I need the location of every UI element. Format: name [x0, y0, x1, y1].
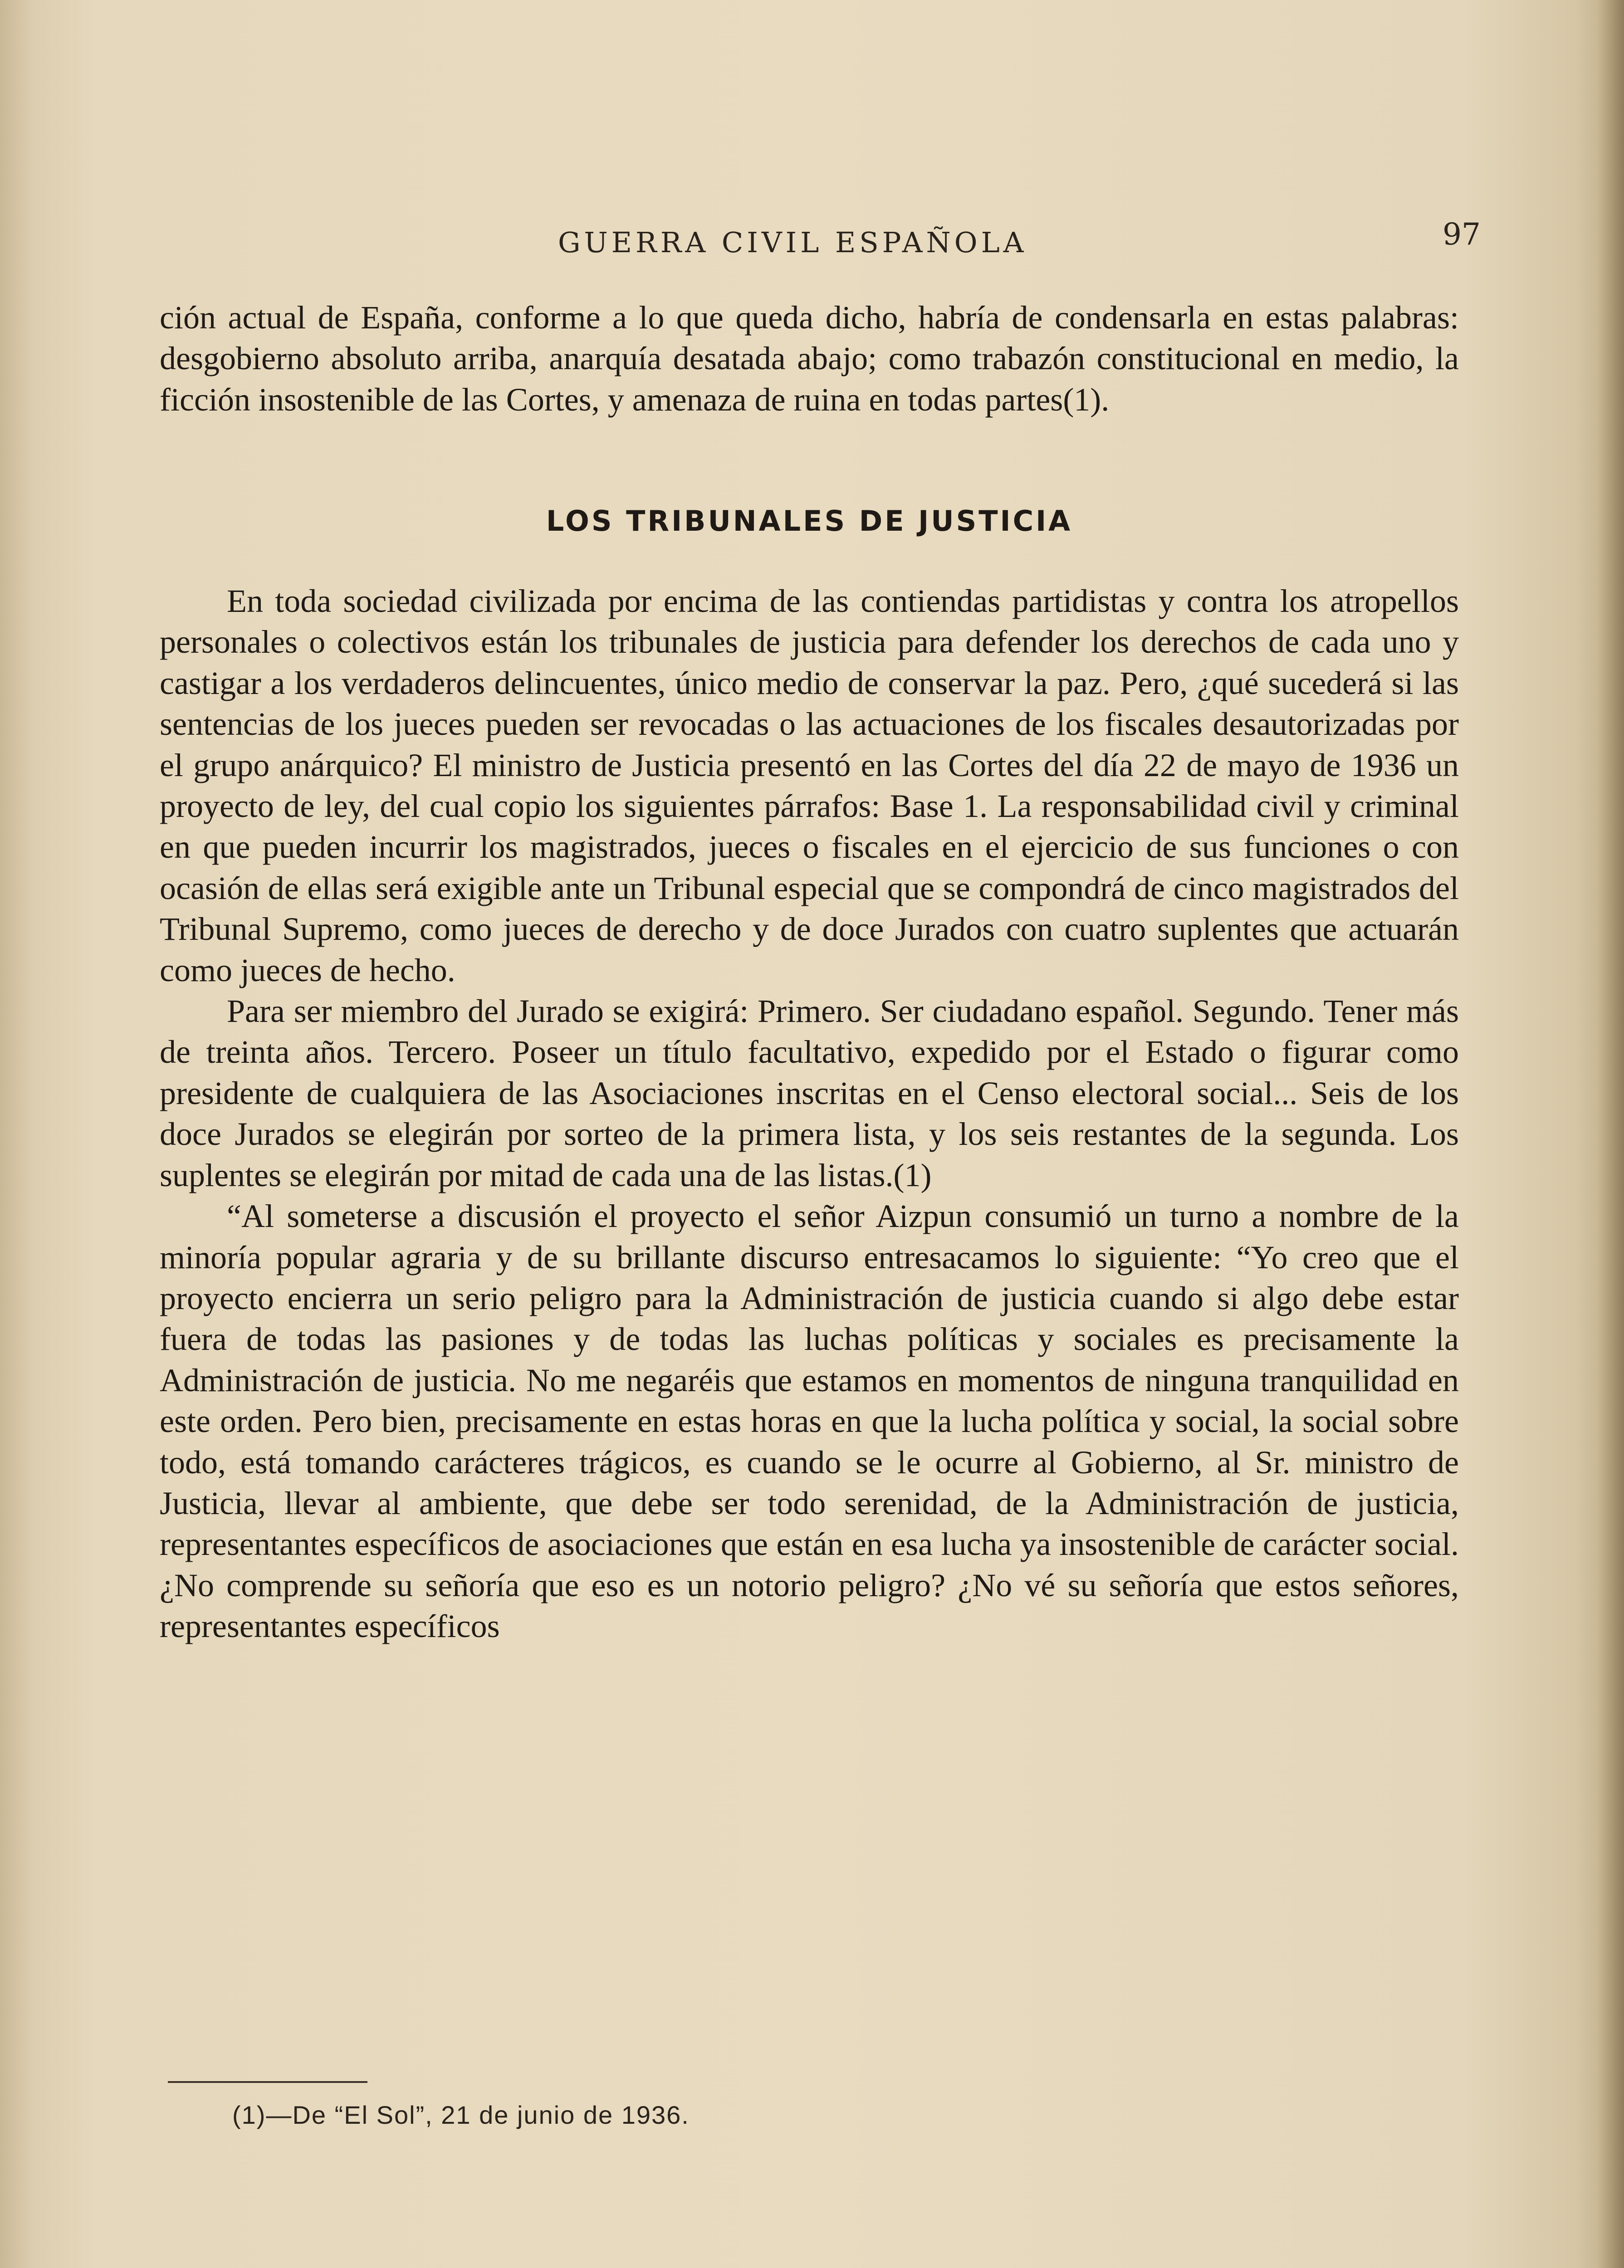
section-title: LOS TRIBUNALES DE JUSTICIA [546, 504, 1073, 538]
page-number: 97 [1443, 217, 1481, 252]
body-paragraph: Para ser miembro del Jurado se exigirá: Primero. Ser ciudadano español. Segundo. Tener más de treinta años. Tercero. Poseer un título facultativo, expedido por el Estado o figurar como presidente de cualquiera de las Asociaciones inscritas en el Censo electoral social... Seis de los doce Jurados se elegirán por sorteo de la primera lista, y los seis restantes de la segunda. Los suplentes se elegirán por mitad de cada una de las listas.(1) [160, 993, 1459, 1193]
page-edge [1597, 0, 1624, 2268]
intro-text-block [160, 297, 1459, 420]
footnote: (1)—De “El Sol”, 21 de junio de 1936. [232, 2101, 690, 2129]
body-paragraph: “Al someterse a discusión el proyecto el señor Aizpun consumió un turno a nombre de la minoría popular agraria y de su brillante discurso entresacamos lo siguiente: “Yo creo que el proyecto encierra un serio peligro para la Administración de justicia cuando si algo debe estar fuera de todas las pasiones y de todas las luchas políticas y sociales es precisamente la Administración de justicia. No me negaréis que estamos en momentos de ninguna tranquilidad en este orden. Pero bien, precisamente en estas horas en que la lucha política y social, la social sobre todo, está tomando carácteres trágicos, es cuando se le ocurre al Gobierno, al Sr. ministro de Justicia, llevar al ambiente, que debe ser todo serenidad, de la Administración de justicia, representantes específicos de asociaciones que están en esa lucha ya insostenible de carácter social. ¿No comprende su señoría que eso es un notorio peligro? ¿No vé su señoría que estos señores, representantes específicos [160, 1198, 1459, 1645]
running-title: GUERRA CIVIL ESPAÑOLA [558, 226, 1027, 259]
footnote-divider [168, 2081, 367, 2083]
section-body [160, 581, 1459, 1647]
body-paragraph: En toda sociedad civilizada por encima de las contiendas partidistas y contra los atropellos personales o colectivos están los tribunales de justicia para defender los derechos de cada uno y castigar a los verdaderos delincuentes, único medio de conservar la paz. Pero, ¿qué sucederá si las sentencias de los jueces pueden ser revocadas o las actuaciones de los fiscales desautorizadas por el grupo anárquico? El ministro de Justicia presentó en las Cortes del día 22 de mayo de 1936 un proyecto de ley, del cual copio los siguientes párrafos: Base 1. La responsabilidad civil y criminal en que pueden incurrir los magistrados, jueces o fiscales en el ejercicio de sus funciones o con ocasión de ellas será exigible ante un Tribunal especial que se compondrá de cinco magistrados del Tribunal Supremo, como jueces de derecho y de doce Jurados con cuatro suplentes que actuarán como jueces de hecho. [160, 583, 1459, 988]
intro-paragraph: ción actual de España, conforme a lo que queda dicho, habría de condensarla en estas palabras: desgobierno absoluto arriba, anarquía desatada abajo; como trabazón constitucional en medio, la ficción insostenible de las Cortes, y amenaza de ruina en todas partes(1). [160, 299, 1459, 418]
